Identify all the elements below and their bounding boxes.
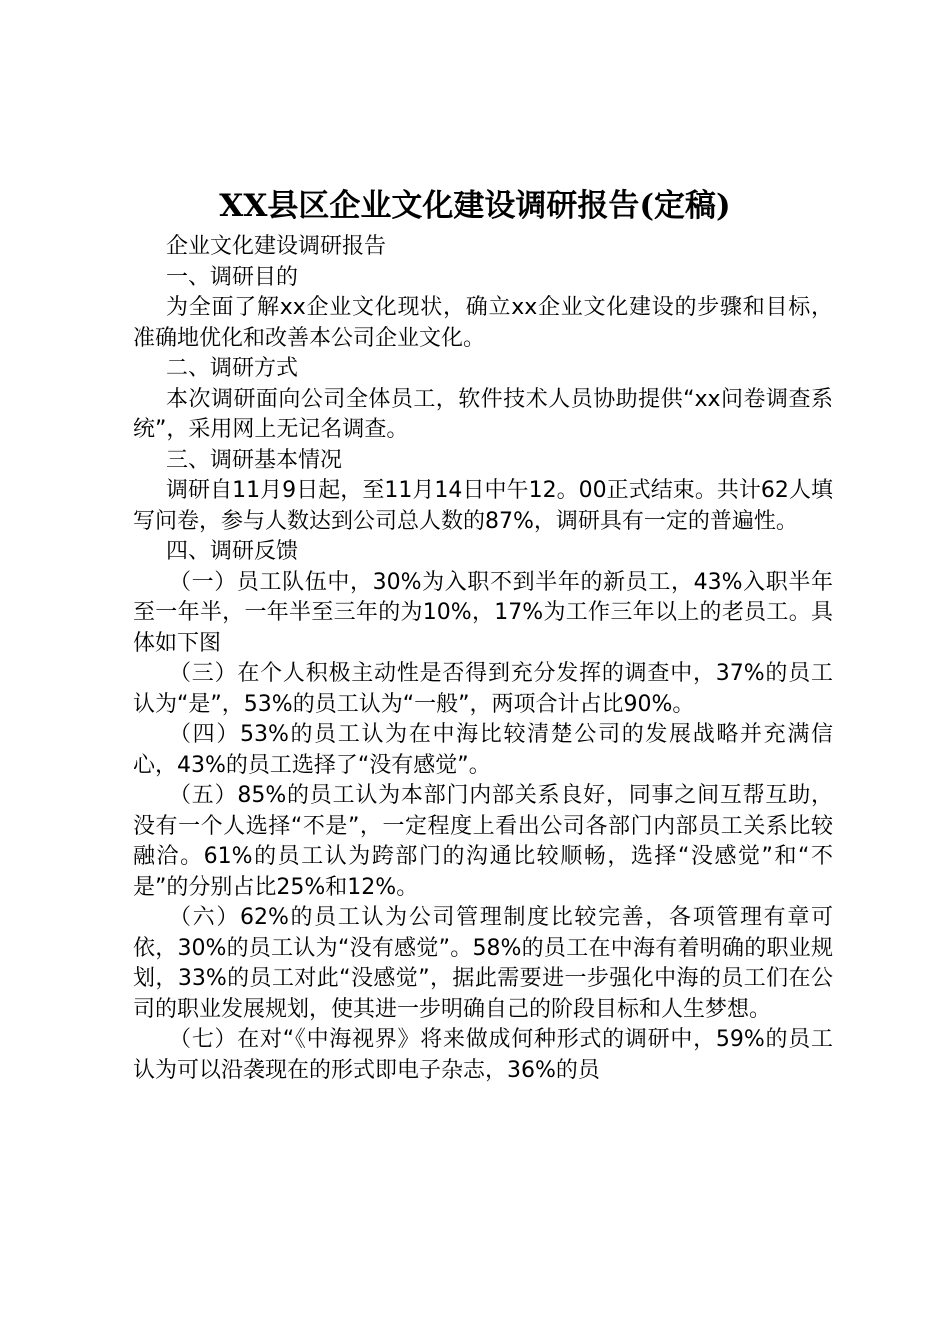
section-heading-purpose: 一、调研目的 — [166, 264, 299, 290]
section-heading-feedback: 四、调研反馈 — [166, 539, 299, 564]
paragraph-feedback-6: （六）62%的员工认为公司管理制度比较完善，各项管理有章可依，30%的员工认为“没有感觉”。58%的员工在中海有着明确的职业规划，33%的员工对此“没感觉”，据此需要进一步强化中海的员工们在公司的职业发展规划，使其进一步明确自己的阶段目标和人生梦想。 — [133, 905, 834, 1022]
paragraph-feedback-5: （五）85%的员工认为本部门内部关系良好，同事之间互帮互助，没有一个人选择“不是”，一定程度上看出公司各部门内部员工关系比较融洽。61%的员工认为跨部门的沟通比较顺畅，选择“没感觉”和“不是”的分别占比25%和12%。 — [133, 783, 833, 900]
paragraph-method: 本次调研面向公司全体员工，软件技术人员协助提供“xx问卷调查系统”，采用网上无记名调查。 — [133, 386, 833, 442]
section-heading-basic-info: 三、调研基本情况 — [166, 447, 343, 473]
paragraph-feedback-4: （四）53%的员工认为在中海比较清楚公司的发展战略并充满信心，43%的员工选择了“没有感觉”。 — [133, 722, 833, 778]
paragraph-feedback-7: （七）在对“《中海视界》将来做成何种形式的调研中，59%的员工认为可以沿袭现在的形式即电子杂志，36%的员 — [133, 1027, 833, 1083]
paragraph-feedback-3: （三）在个人积极主动性是否得到充分发挥的调查中，37%的员工认为“是”，53%的员工认为“一般”，两项合计占比90%。 — [133, 661, 833, 717]
document-body — [133, 232, 833, 1086]
section-heading-method: 二、调研方式 — [166, 356, 299, 381]
paragraph-report-heading: 企业文化建设调研报告 — [166, 234, 387, 259]
paragraph-basic-info: 调研自11月9日起，至11月14日中午12。00正式结束。共计62人填写问卷，参与人数达到公司总人数的87%，调研具有一定的普遍性。 — [133, 478, 833, 534]
paragraph-purpose: 为全面了解xx企业文化现状，确立xx企业文化建设的步骤和目标，准确地优化和改善本公司企业文化。 — [133, 295, 833, 351]
document-title: XX县区企业文化建设调研报告(定稿) — [219, 188, 731, 224]
paragraph-feedback-1: （一）员工队伍中，30%为入职不到半年的新员工，43%入职半年至一年半，一年半至三年的为10%，17%为工作三年以上的老员工。具体如下图 — [133, 569, 833, 656]
